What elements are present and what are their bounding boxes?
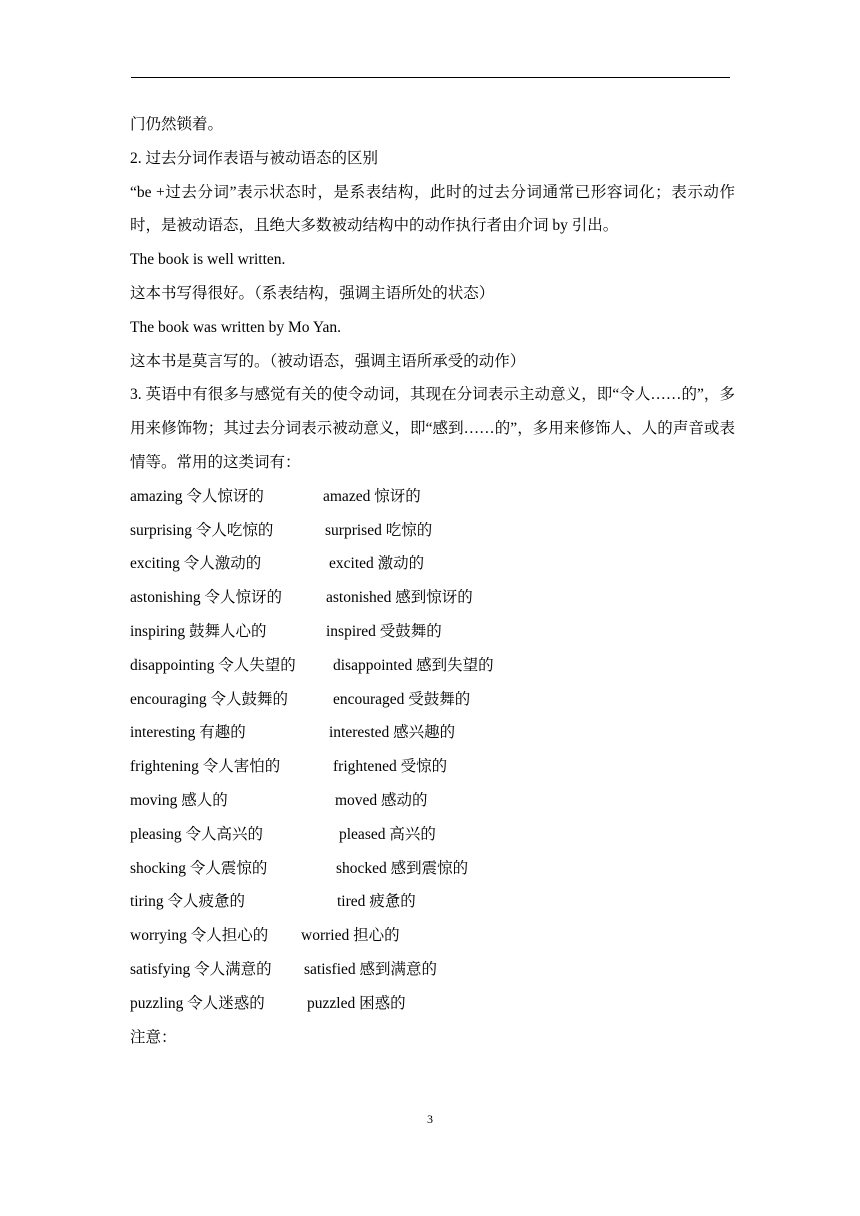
word-pair-row (130, 987, 735, 1021)
present-participle-term: shocking 令人震惊的 (130, 859, 268, 877)
example-translation: 这本书写得很好。（系表结构，强调主语所处的状态） (130, 284, 495, 302)
present-participle-term: encouraging 令人鼓舞的 (130, 690, 288, 708)
past-participle-term: shocked 感到震惊的 (336, 859, 469, 877)
past-participle-term: disappointed 感到失望的 (333, 656, 494, 674)
past-participle-term: tired 疲惫的 (337, 893, 416, 911)
past-participle-term: excited 激动的 (329, 555, 425, 573)
word-pair-list (130, 480, 735, 1021)
present-participle-term: worrying 令人担心的 (130, 927, 269, 945)
past-participle-term: amazed 惊讶的 (323, 487, 421, 505)
word-pair-row (130, 852, 735, 886)
past-participle-term: moved 感动的 (335, 791, 428, 809)
word-pair-row (130, 683, 735, 717)
present-participle-term: astonishing 令人惊讶的 (130, 589, 282, 607)
past-participle-term: puzzled 困惑的 (307, 994, 406, 1012)
present-participle-term: puzzling 令人迷惑的 (130, 994, 265, 1012)
word-pair-row (130, 480, 735, 514)
word-pair-row (130, 615, 735, 649)
example-translation: 这本书是莫言写的。（被动语态，强调主语所承受的动作） (130, 352, 526, 370)
past-participle-term: worried 担心的 (301, 927, 400, 945)
past-participle-term: pleased 高兴的 (339, 825, 436, 843)
word-pair-row (130, 953, 735, 987)
present-participle-term: frightening 令人害怕的 (130, 758, 281, 776)
paragraph-be-past-participle: “be +过去分词”表示状态时，是系表结构，此时的过去分词通常已形容词化；表示动作时，是被动语态，且绝大多数被动结构中的动作执行者由介词 by 引出。 (130, 183, 735, 235)
example-sentence: The book was written by Mo Yan. (130, 318, 341, 336)
example-sentence: The book is well written. (130, 251, 286, 269)
section-heading-2: 2. 过去分词作表语与被动语态的区别 (130, 149, 379, 167)
word-pair-row (130, 784, 735, 818)
past-participle-term: encouraged 受鼓舞的 (333, 690, 471, 708)
present-participle-term: inspiring 鼓舞人心的 (130, 622, 267, 640)
text-line: 门仍然锁着。 (130, 116, 224, 133)
past-participle-term: interested 感兴趣的 (329, 724, 456, 742)
present-participle-term: exciting 令人激动的 (130, 555, 262, 573)
present-participle-term: interesting 有趣的 (130, 724, 246, 742)
word-pair-row (130, 885, 735, 919)
word-pair-row (130, 547, 735, 581)
word-pair-row (130, 818, 735, 852)
page-content (130, 108, 735, 1054)
present-participle-term: surprising 令人吃惊的 (130, 521, 274, 539)
note-label: 注意： (130, 1028, 177, 1046)
word-pair-row (130, 919, 735, 953)
past-participle-term: frightened 受惊的 (333, 758, 448, 776)
present-participle-term: disappointing 令人失望的 (130, 656, 296, 674)
header-rule (131, 77, 730, 78)
word-pair-row (130, 581, 735, 615)
past-participle-term: astonished 感到惊讶的 (326, 589, 473, 607)
present-participle-term: moving 感人的 (130, 791, 228, 809)
present-participle-term: amazing 令人惊讶的 (130, 487, 264, 505)
word-pair-row (130, 716, 735, 750)
present-participle-term: satisfying 令人满意的 (130, 960, 272, 978)
word-pair-row (130, 514, 735, 548)
present-participle-term: tiring 令人疲惫的 (130, 893, 245, 911)
past-participle-term: surprised 吃惊的 (325, 521, 433, 539)
word-pair-row (130, 649, 735, 683)
past-participle-term: satisfied 感到满意的 (304, 960, 438, 978)
past-participle-term: inspired 受鼓舞的 (326, 622, 442, 640)
page-number: 3 (427, 1112, 433, 1126)
word-pair-row (130, 750, 735, 784)
present-participle-term: pleasing 令人高兴的 (130, 825, 264, 843)
paragraph-section-3: 3. 英语中有很多与感觉有关的使令动词，其现在分词表示主动意义，即“令人……的”，多用来修饰物；其过去分词表示被动意义，即“感到……的”，多用来修饰人、人的声音或表情等。常用的这类词有： (130, 386, 735, 471)
